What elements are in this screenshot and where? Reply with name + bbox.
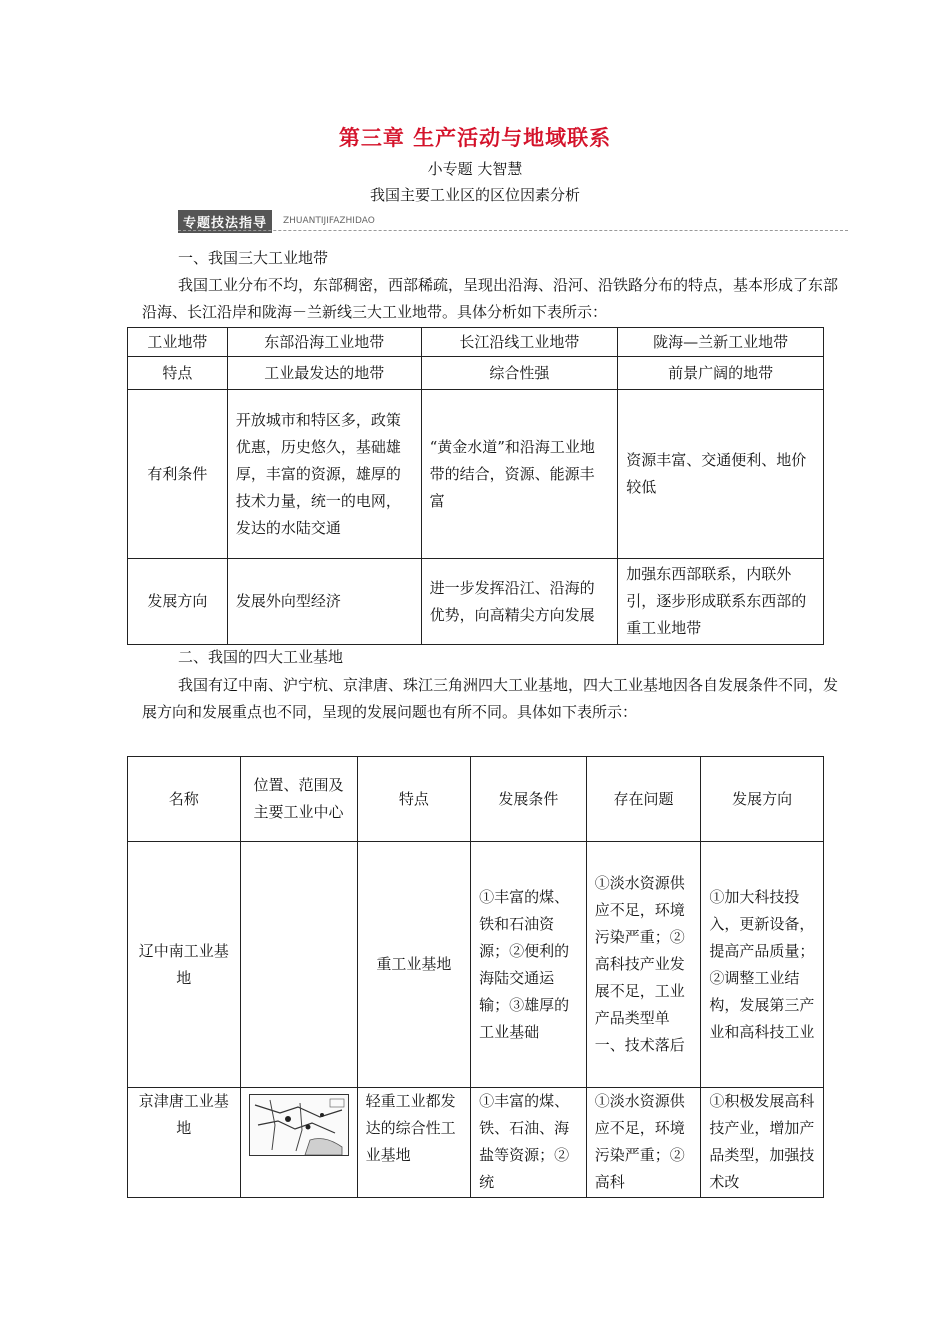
- section2-heading: 二、我国的四大工业基地: [178, 648, 344, 666]
- table-cell: 特点: [128, 357, 228, 390]
- section1-paragraph: 我国工业分布不均，东部稠密，西部稀疏，呈现出沿海、沿河、沿铁路分布的特点，基本形成了东部沿海、长江沿岸和陇海－兰新线三大工业地带。具体分析如下表所示：: [142, 276, 839, 321]
- table-row: [128, 390, 824, 559]
- table-row: [128, 357, 824, 390]
- table-cell: 发展方向: [128, 559, 228, 645]
- table-row: [128, 328, 824, 357]
- section2-paragraph: 我国有辽中南、沪宁杭、京津唐、珠江三角洲四大工业基地，四大工业基地因各自发展条件不同，发展方向和发展重点也不同，呈现的发展问题也有所不同。具体如下表所示：: [142, 676, 839, 721]
- table-header-cell: 陇海—兰新工业地带: [618, 328, 824, 357]
- table-cell: 综合性强: [421, 357, 618, 390]
- table-cell: 工业最发达的地带: [227, 357, 421, 390]
- table-header-cell: 名称: [128, 757, 241, 842]
- table-header-cell: 东部沿海工业地带: [227, 328, 421, 357]
- table-cell: 前景广阔的地带: [618, 357, 824, 390]
- table-header-cell: 发展条件: [471, 757, 587, 842]
- table-cell: 发展外向型经济: [227, 559, 421, 645]
- table-cell: 进一步发挥沿江、沿海的优势，向高精尖方向发展: [421, 559, 618, 645]
- map-icon: [249, 1094, 349, 1156]
- table-cell: 京津唐工业基地: [128, 1088, 241, 1198]
- table-cell: 加强东西部联系，内联外引，逐步形成联系东西部的重工业地带: [618, 559, 824, 645]
- table-cell: ①丰富的煤、铁、石油、海盐等资源；②统: [471, 1088, 587, 1198]
- table-header-cell: 工业地带: [128, 328, 228, 357]
- table-cell: ①淡水资源供应不足，环境污染严重；②高科: [586, 1088, 701, 1198]
- table-cell: ①加大科技投入，更新设备，提高产品质量；②调整工业结构，发展第三产业和高科技工业: [701, 842, 824, 1088]
- industrial-bases-table: [127, 756, 824, 1198]
- badge-divider: [178, 230, 848, 231]
- chapter-title: 第三章 生产活动与地域联系: [338, 126, 612, 150]
- table-cell: 重工业基地: [357, 842, 471, 1088]
- table-header-cell: 长江沿线工业地带: [421, 328, 618, 357]
- table-cell: ①积极发展高科技产业，增加产品类型，加强技术改: [701, 1088, 824, 1198]
- table-header-cell: 特点: [357, 757, 471, 842]
- section-badge-pinyin: ZHUANTIJIFAZHIDAO: [283, 216, 375, 226]
- table-cell: ①淡水资源供应不足，环境污染严重；②高科技产业发展不足，工业产品类型单一、技术落后: [586, 842, 701, 1088]
- table-cell: “黄金水道”和沿海工业地带的结合，资源、能源丰富: [421, 390, 618, 559]
- table-header-cell: 存在问题: [586, 757, 701, 842]
- table-header-cell: 位置、范围及主要工业中心: [240, 757, 357, 842]
- section-badge: 专题技法指导: [178, 210, 272, 233]
- table-cell: 开放城市和特区多，政策优惠，历史悠久，基础雄厚，丰富的资源，雄厚的技术力量，统一的电网，发达的水陆交通: [227, 390, 421, 559]
- table-row: [128, 757, 824, 842]
- table-row: [128, 842, 824, 1088]
- table-cell: [240, 1088, 357, 1198]
- table-cell: 资源丰富、交通便利、地价较低: [618, 390, 824, 559]
- table-row: [128, 559, 824, 645]
- table-row: [128, 1088, 824, 1198]
- table-header-cell: 发展方向: [701, 757, 824, 842]
- table-cell: ①丰富的煤、铁和石油资源；②便利的海陆交通运输；③雄厚的工业基础: [471, 842, 587, 1088]
- topic-title: 我国主要工业区的区位因素分析: [369, 186, 580, 204]
- table-cell: 轻重工业都发达的综合性工业基地: [357, 1088, 471, 1198]
- table-cell: 有利条件: [128, 390, 228, 559]
- subtitle: 小专题 大智慧: [427, 160, 523, 178]
- table-cell: [240, 842, 357, 1088]
- industrial-belts-table: [127, 327, 824, 645]
- section1-heading: 一、我国三大工业地带: [178, 249, 329, 267]
- table-cell: 辽中南工业基地: [128, 842, 241, 1088]
